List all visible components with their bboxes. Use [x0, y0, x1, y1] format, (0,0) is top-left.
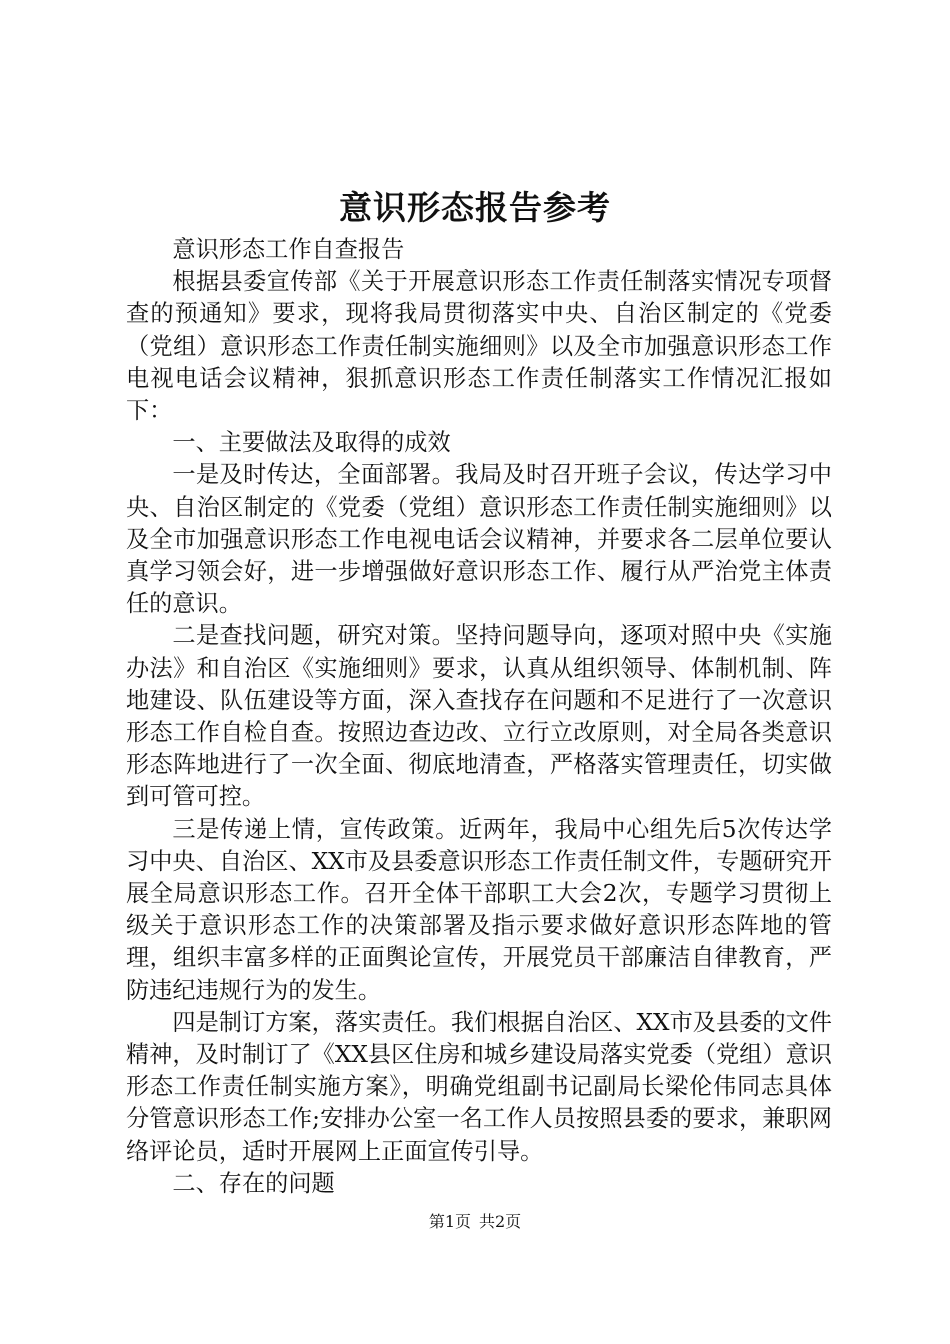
- paragraph-point-three: 三是传递上情，宣传政策。近两年，我局中心组先后5次传达学习中央、自治区、XX市及县委意识形态工作责任制文件，专题研究开展全局意识形态工作。召开全体干部职工大会2次，专题学习贯彻上级关于意识形态工作的决策部署及指示要求做好意识形态阵地的管理，组织丰富多样的正面舆论宣传，开展党员干部廉洁自律教育，严防违纪违规行为的发生。: [126, 815, 832, 1004]
- intro-paragraph: 根据县委宣传部《关于开展意识形态工作责任制落实情况专项督查的预通知》要求，现将我局贯彻落实中央、自治区制定的《党委（党组）意识形态工作责任制实施细则》以及全市加强意识形态工作电视电话会议精神，狠抓意识形态工作责任制落实工作情况汇报如下：: [126, 268, 832, 425]
- report-subtitle: 意识形态工作自查报告: [172, 236, 405, 263]
- paragraph-point-one: 一是及时传达，全面部署。我局及时召开班子会议，传达学习中央、自治区制定的《党委（党组）意识形态工作责任制实施细则》以及全市加强意识形态工作电视电话会议精神，并要求各二层单位要认真学习领会好，进一步增强做好意识形态工作、履行从严治党主体责任的意识。: [126, 461, 832, 618]
- paragraph-point-two: 二是查找问题，研究对策。坚持问题导向，逐项对照中央《实施办法》和自治区《实施细则》要求，认真从组织领导、体制机制、阵地建设、队伍建设等方面，深入查找存在问题和不足进行了一次意识形态工作自检自查。按照边查边改、立行立改原则，对全局各类意识形态阵地进行了一次全面、彻底地清查，严格落实管理责任，切实做到可管可控。: [126, 622, 832, 811]
- page-number: 第1页: [428, 1212, 471, 1231]
- document-body: [126, 234, 832, 1200]
- document-title: 意识形态报告参考: [339, 188, 611, 227]
- paragraph-point-four: 四是制订方案，落实责任。我们根据自治区、XX市及县委的文件精神，及时制订了《XX县区住房和城乡建设局落实党委（党组）意识形态工作责任制实施方案》，明确党组副书记副局长梁伦伟同志具体分管意识形态工作;安排办公室一名工作人员按照县委的要求，兼职网络评论员，适时开展网上正面宣传引导。: [126, 1008, 832, 1165]
- section-heading-achievements: 一、主要做法及取得的成效: [172, 429, 451, 457]
- section-heading-problems: 二、存在的问题: [172, 1169, 335, 1197]
- page-footer: [0, 1211, 950, 1233]
- page-total: 共2页: [479, 1212, 522, 1231]
